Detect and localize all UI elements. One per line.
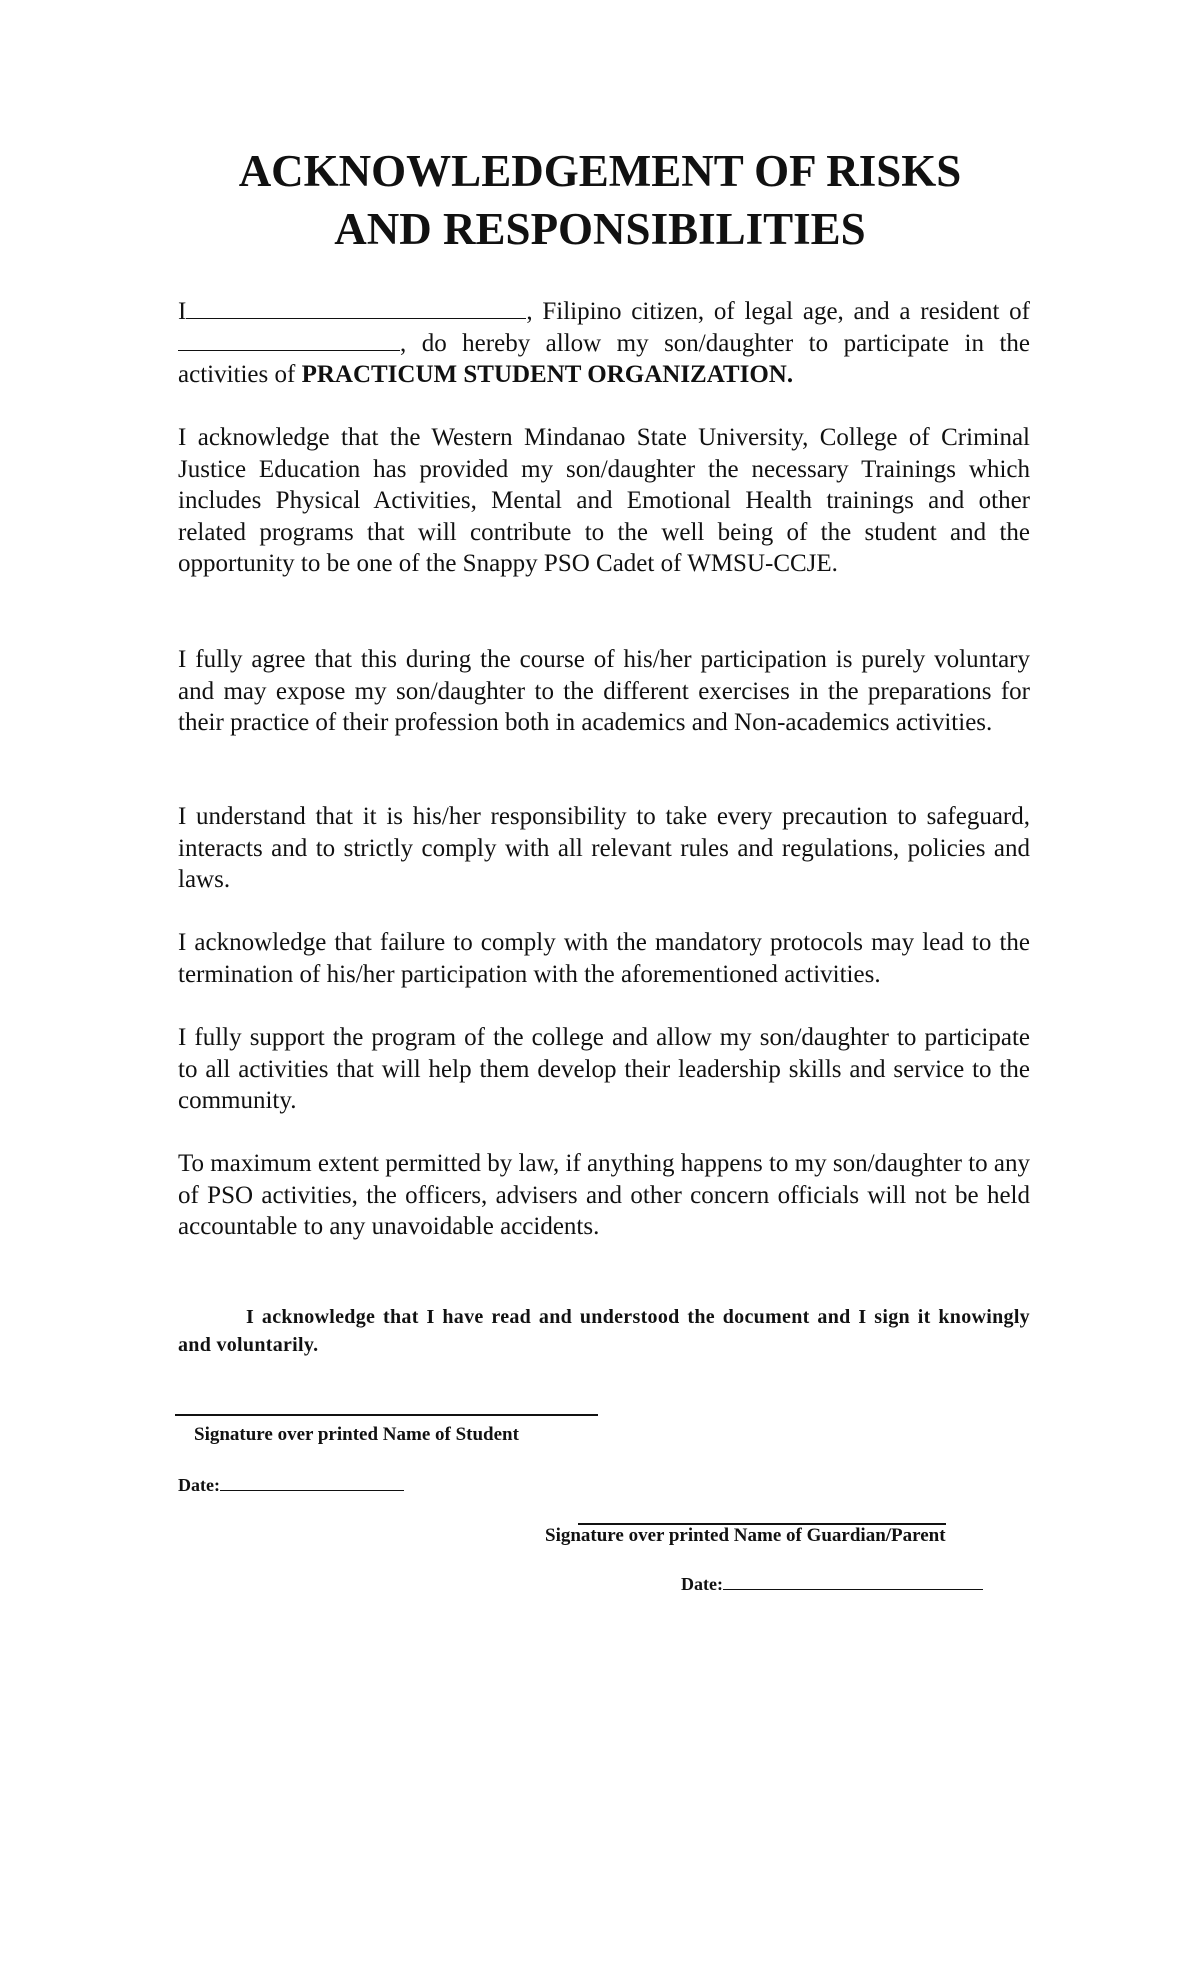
- student-signature-label: Signature over printed Name of Student: [194, 1424, 519, 1445]
- title-line-2: AND RESPONSIBILITIES: [334, 204, 866, 254]
- paragraph-support: I fully support the program of the college and allow my son/daughter to participate to all activities that will help them develop their leadership skills and service to the community.: [178, 1024, 1030, 1114]
- residence-blank[interactable]: [178, 328, 400, 351]
- paragraph-liability: To maximum extent permitted by law, if anything happens to my son/daughter to any of PSO activities, the officers, advisers and other concern officials will not be held accountable to any unavoidable accidents.: [178, 1150, 1031, 1240]
- guardian-date-label: Date:: [681, 1574, 723, 1594]
- student-signature-line[interactable]: [175, 1414, 598, 1416]
- guardian-date-blank[interactable]: [723, 1573, 983, 1590]
- paragraph-responsibility: I understand that it is his/her responsibility to take every precaution to safeguard, interacts and to strictly comply with all relevant rules and regulations, policies and laws.: [178, 803, 1030, 893]
- guardian-signature-label: Signature over printed Name of Guardian/Parent: [545, 1525, 946, 1546]
- student-date-blank[interactable]: [220, 1474, 404, 1491]
- intro-prefix: I: [178, 298, 187, 325]
- paragraph-protocols: I acknowledge that failure to comply with the mandatory protocols may lead to the termination of his/her participation with the aforementioned activities.: [178, 929, 1030, 988]
- guardian-date: [681, 1573, 983, 1595]
- paragraph-voluntary: I fully agree that this during the course of his/her participation is purely voluntary and may expose my son/daughter to the different exercises in the preparations for their practice of their profession both in academics and Non-academics activities.: [178, 646, 1030, 736]
- document-title: [0, 142, 1200, 258]
- organization-name: PRACTICUM STUDENT ORGANIZATION.: [301, 361, 794, 388]
- name-blank[interactable]: [186, 296, 526, 319]
- title-line-1: ACKNOWLEDGEMENT OF RISKS: [238, 146, 962, 196]
- intro-text-2: , do hereby allow my son/daughter to participate in the activities of: [178, 329, 1030, 388]
- paragraph-training: I acknowledge that the Western Mindanao State University, College of Criminal Justice Education has provided my son/daughter the necessary Trainings which includes Physical Activities, Mental and Emotional Health trainings and other related programs that will contribute to the well being of the student and the opportunity to be one of the Snappy PSO Cadet of WMSU-CCJE.: [178, 424, 1030, 577]
- student-date: [178, 1474, 404, 1496]
- intro-text-1: , Filipino citizen, of legal age, and a resident of: [526, 298, 1030, 325]
- intro-paragraph: [178, 296, 1030, 391]
- acknowledgement-statement: I acknowledge that I have read and understood the document and I sign it knowingly and voluntarily.: [178, 1306, 1030, 1356]
- student-date-label: Date:: [178, 1475, 220, 1495]
